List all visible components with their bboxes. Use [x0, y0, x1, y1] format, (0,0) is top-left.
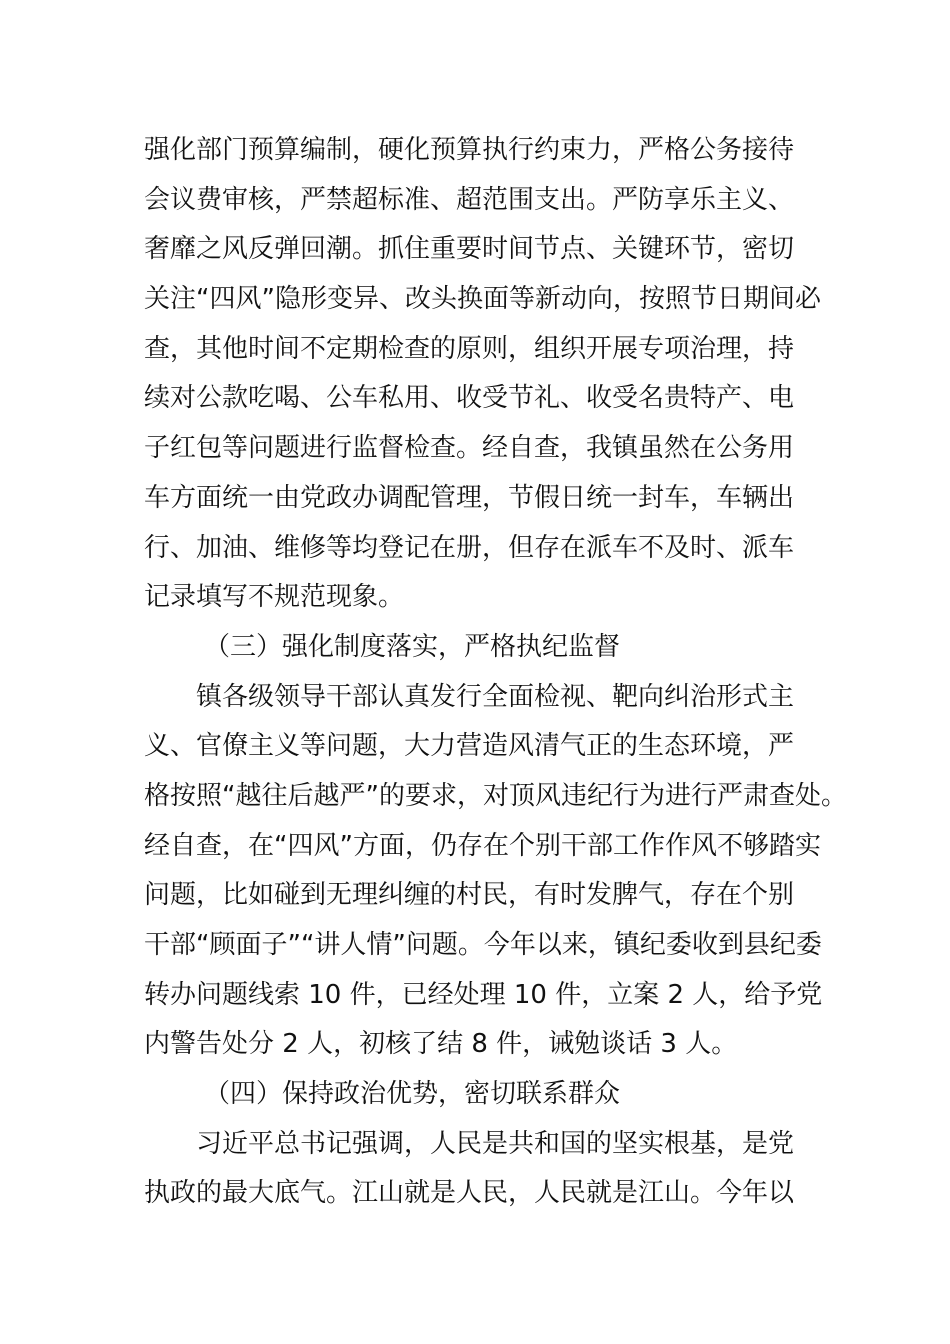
body-line: 内警告处分 2 人，初核了结 8 件，诫勉谈话 3 人。 [144, 1029, 738, 1060]
paragraph-first-line: 镇各级领导干部认真发行全面检视、靶向纠治形式主 [196, 681, 795, 712]
body-line: 关注“四风”隐形变异、改头换面等新动向，按照节日期间必 [144, 284, 821, 315]
body-line: 续对公款吃喝、公车私用、收受节礼、收受名贵特产、电 [144, 383, 795, 414]
section-heading: （三）强化制度落实，严格执纪监督 [204, 631, 621, 662]
body-line: 记录填写不规范现象。 [144, 582, 405, 613]
body-line: 行、加油、维修等均登记在册，但存在派车不及时、派车 [144, 532, 795, 563]
body-line: 子红包等问题进行监督检查。经自查，我镇虽然在公务用 [144, 433, 795, 464]
body-line: 车方面统一由党政办调配管理，节假日统一封车，车辆出 [144, 482, 795, 513]
body-line: 会议费审核，严禁超标准、超范围支出。严防享乐主义、 [144, 184, 795, 215]
body-line: 转办问题线索 10 件，已经处理 10 件，立案 2 人，给予党 [144, 979, 823, 1010]
body-line: 义、官僚主义等问题，大力营造风清气正的生态环境，严 [144, 731, 795, 762]
body-line: 强化部门预算编制，硬化预算执行约束力，严格公务接待 [144, 135, 795, 165]
body-line: 问题，比如碰到无理纠缠的村民，有时发脾气，存在个别 [144, 880, 795, 911]
document-body [144, 126, 847, 1219]
section-heading: （四）保持政治优势，密切联系群众 [204, 1079, 621, 1110]
body-line: 干部“顾面子”“讲人情”问题。今年以来，镇纪委收到县纪委 [144, 930, 822, 960]
body-line: 奢靡之风反弹回潮。抓住重要时间节点、关键环节，密切 [144, 234, 795, 265]
body-line: 格按照“越往后越严”的要求，对顶风违纪行为进行严肃查处。 [144, 780, 847, 811]
body-line: 经自查，在“四风”方面，仍存在个别干部工作作风不够踏实 [144, 830, 821, 861]
paragraph-first-line: 习近平总书记强调，人民是共和国的坚实根基，是党 [196, 1128, 795, 1159]
body-line: 执政的最大底气。江山就是人民，人民就是江山。今年以 [144, 1178, 795, 1209]
body-line: 查，其他时间不定期检查的原则，组织开展专项治理，持 [144, 333, 795, 364]
